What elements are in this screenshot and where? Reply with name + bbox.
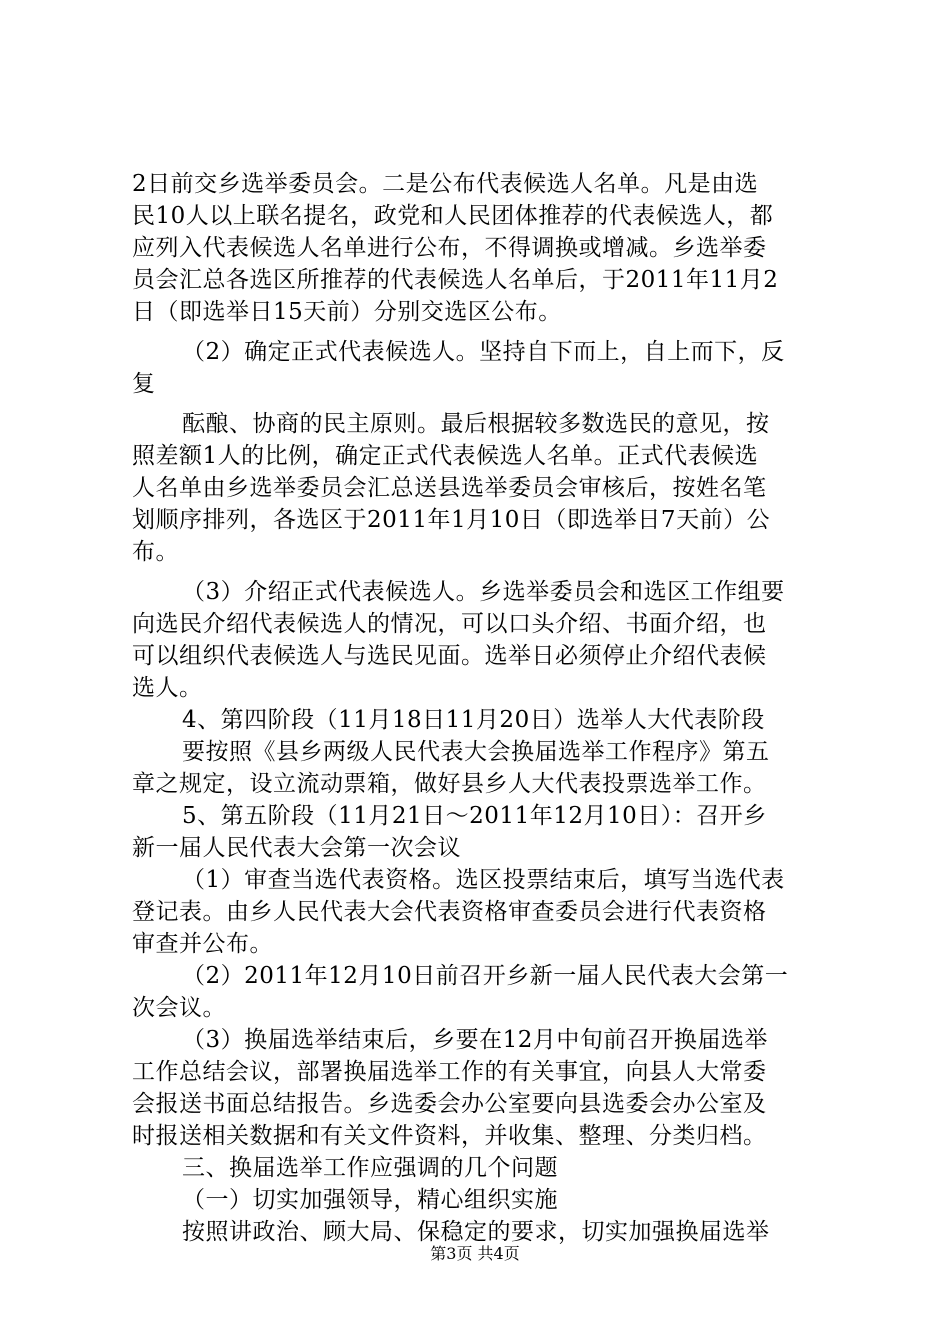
page-number: 第3页 共4页	[430, 1244, 520, 1263]
text-line: 章之规定，设立流动票箱，做好县乡人大代表投票选举工作。	[132, 771, 767, 797]
text-line: 工作总结会议，部署换届选举工作的有关事宜，向县人大常委	[132, 1059, 767, 1085]
text-line: 次会议。	[132, 995, 226, 1021]
text-line: 2日前交乡选举委员会。二是公布代表候选人名单。凡是由选	[132, 171, 759, 197]
text-line: （2）确定正式代表候选人。坚持自下而上，自上而下，反	[182, 339, 785, 365]
text-line: 划顺序排列，各选区于2011年1月10日（即选举日7天前）公	[132, 507, 771, 533]
text-line: 照差额1人的比例，确定正式代表候选人名单。正式代表候选	[132, 443, 759, 469]
text-line: 审查并公布。	[132, 931, 273, 957]
text-line: 应列入代表候选人名单进行公布，不得调换或增减。乡选举委	[132, 235, 767, 261]
text-line: 可以组织代表候选人与选民见面。选举日必须停止介绍代表候	[132, 643, 767, 669]
text-line: 员会汇总各选区所推荐的代表候选人名单后，于2011年11月2	[132, 267, 779, 293]
text-line: 按照讲政治、顾大局、保稳定的要求，切实加强换届选举	[182, 1219, 770, 1245]
text-line: 5、第五阶段（11月21日～2011年12月10日）：召开乡	[182, 803, 767, 829]
text-line: 时报送相关数据和有关文件资料，并收集、整理、分类归档。	[132, 1123, 767, 1149]
text-line: 酝酿、协商的民主原则。最后根据较多数选民的意见，按	[182, 411, 770, 437]
text-line: 选人。	[132, 675, 203, 701]
text-line: 会报送书面总结报告。乡选委会办公室要向县选委会办公室及	[132, 1091, 767, 1117]
section-heading: 三、换届选举工作应强调的几个问题	[182, 1155, 558, 1181]
text-line: 日（即选举日15天前）分别交选区公布。	[132, 299, 562, 325]
text-line: （3）介绍正式代表候选人。乡选举委员会和选区工作组要	[182, 579, 785, 605]
text-line: （2）2011年12月10日前召开乡新一届人民代表大会第一	[182, 963, 789, 989]
text-line: 复	[132, 371, 156, 397]
text-line: 民10人以上联名提名，政党和人民团体推荐的代表候选人，都	[132, 203, 774, 229]
subsection-heading: （一）切实加强领导，精心组织实施	[182, 1187, 558, 1213]
text-line: 新一届人民代表大会第一次会议	[132, 835, 461, 861]
document-body	[132, 168, 832, 1248]
text-line: 人名单由乡选举委员会汇总送县选举委员会审核后，按姓名笔	[132, 475, 767, 501]
text-line: （3）换届选举结束后，乡要在12月中旬前召开换届选举	[182, 1027, 768, 1053]
text-line: （1）审查当选代表资格。选区投票结束后，填写当选代表	[182, 867, 785, 893]
text-line: 4、第四阶段（11月18日11月20日）选举人大代表阶段	[182, 707, 765, 733]
text-line: 布。	[132, 539, 179, 565]
text-line: 要按照《县乡两级人民代表大会换届选举工作程序》第五	[182, 739, 770, 765]
text-line: 向选民介绍代表候选人的情况，可以口头介绍、书面介绍，也	[132, 611, 767, 637]
text-line: 登记表。由乡人民代表大会代表资格审查委员会进行代表资格	[132, 899, 767, 925]
